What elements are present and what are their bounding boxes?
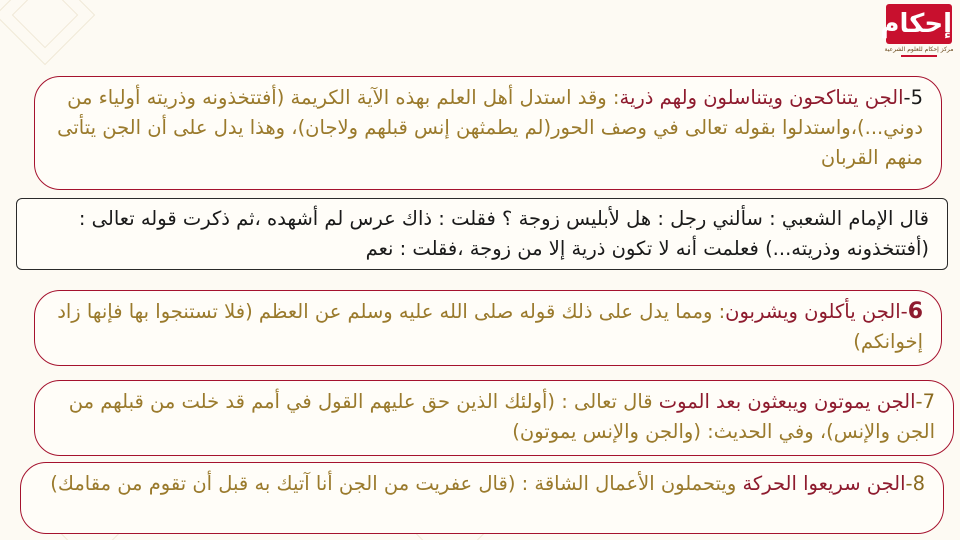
point-body: ويتحملون الأعمال الشاقة : (قال عفريت من الجن أنا آتيك به قبل أن تقوم من مقامك) — [50, 472, 743, 495]
point-card-6 — [34, 290, 942, 366]
point-body: : ومما يدل على ذلك قوله صلى الله عليه وسلم عن العظم (فلا تستنجوا بها فإنها زاد إخوانكم) — [57, 300, 923, 353]
point-body: قال تعالى : (أولئك الذين حق عليهم القول في أمم قد خلت من قبلهم من الجن والإنس)، وفي الحديث: (والجن والإنس يموتون) — [68, 390, 935, 443]
point-headline: الجن سريعوا الحركة — [742, 472, 906, 495]
point-card-5 — [34, 76, 942, 190]
point-card-8 — [20, 462, 944, 534]
logo-subtitle: مركز إحكام للعلوم الشرعية — [884, 46, 954, 53]
quote-text: قال الإمام الشعبي : سألني رجل : هل لأبليس زوجة ؟ فقلت : ذاك عرس لم أشهده ،ثم ذكرت قوله تعالى : (أفتتخذونه وذريته...) فعلمت أنه لا تكون ذرية إلا من زوجة ،فقلت : نعم — [78, 207, 929, 260]
point-number: 8- — [905, 472, 925, 495]
point-body: : وقد استدل أهل العلم بهذه الآية الكريمة (أفتتخذونه وذريته أولياء من دوني...)،واستدلوا بقوله تعالى في وصف الحور(لم يطمثهن إنس قبلهم ولاجان)، وهذا يدل على أن الجن يتأتى منهم القربان — [57, 86, 923, 169]
point-card-7 — [34, 380, 954, 456]
point-headline: الجن يموتون ويبعثون بعد الموت — [658, 390, 916, 413]
brand-logo — [880, 4, 954, 60]
point-number: 5- — [903, 86, 923, 109]
point-number: 7- — [915, 390, 935, 413]
point-number: 6 — [907, 299, 923, 324]
point-headline: -الجن يأكلون ويشربون — [725, 300, 908, 323]
point-headline: الجن يتناكحون ويتناسلون ولهم ذرية — [619, 86, 904, 109]
logo-underline — [901, 55, 937, 57]
quote-card-shaabi — [16, 198, 948, 270]
logo-wordmark: إحكام — [886, 4, 952, 44]
